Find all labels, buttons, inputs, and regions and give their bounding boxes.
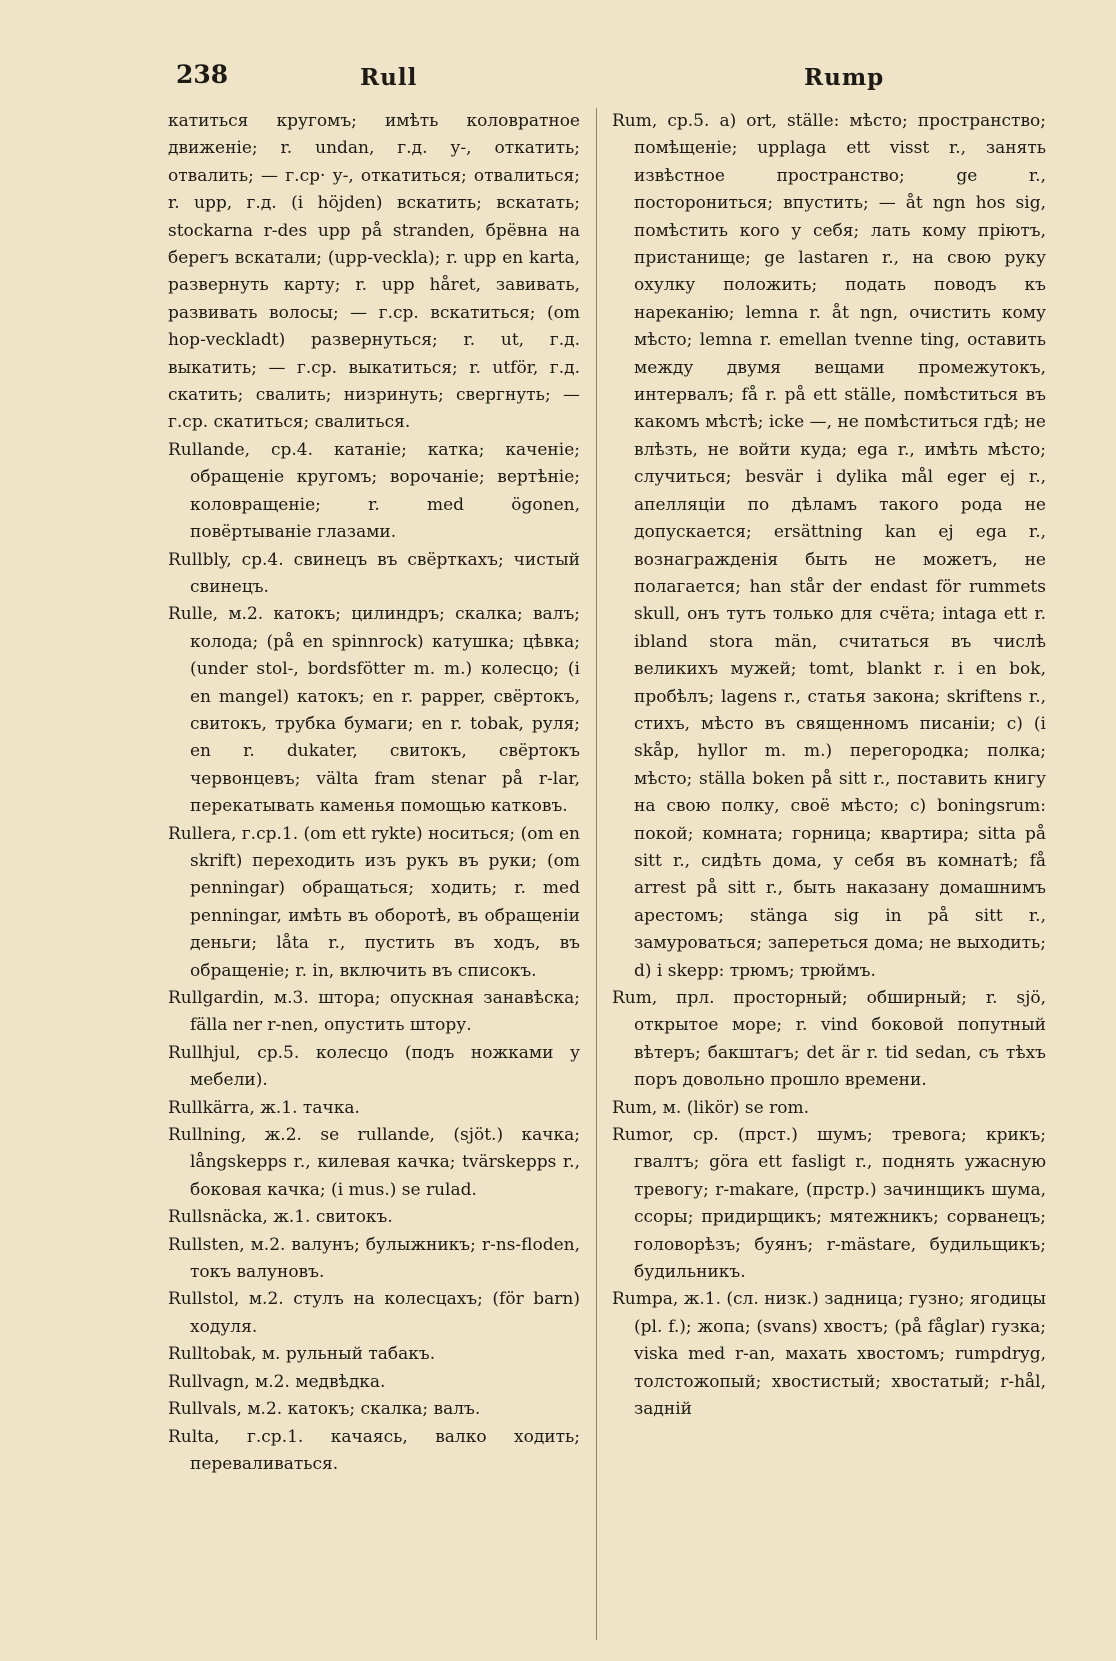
dictionary-entry: катиться кругомъ; имѣть коловратное движеніе; r. undan, г.д. у-, откатить; отвалить; — г.ср· у-, откатиться; отвалиться; r. upp, г.д. (i höjden) вскатить; вскатать; stockarna r-des upp på stranden, брёвна на берегъ вскатали; (upp-veckla); r. upp en karta, развернуть карту; r. upp håret, завивать, развивать волосы; — г.ср. вскатиться; (om hop-veckladt) развернуться; r. ut, г.д. выкатить; — г.ср. выкатиться; r. utför, г.д. скатить; свалить; низринуть; свергнуть; — г.ср. скатиться; свалиться.: [168, 111, 580, 433]
left-column: [168, 108, 580, 1643]
left-running-head: Rull: [360, 64, 418, 91]
right-column: [612, 108, 1046, 1643]
dictionary-entry: Rum, м. (likör) se rom.: [612, 1097, 809, 1118]
dictionary-entry: Rumor, ср. (прст.) шумъ; тревога; крикъ; гвалтъ; göra ett fasligt r., поднять ужасную тревогу; r-makare, (прстр.) зачинщикъ шума, ссоры; придирщикъ; мятежникъ; сорванецъ; головорѣзъ; буянъ; r-mästare, будильщикъ; будильникъ.: [612, 1125, 1046, 1283]
page-header: [0, 60, 1116, 94]
dictionary-entry: Rullsnäcka, ж.1. свитокъ.: [168, 1207, 393, 1228]
dictionary-entry: Rullvagn, м.2. медвѣдка.: [168, 1371, 386, 1392]
dictionary-entry: Rum, ср.5. a) ort, ställe: мѣсто; пространство; помѣщеніе; upplaga ett visst r., занять извѣстное пространство; ge r., посторониться; впустить; — åt ngn hos sig, помѣстить кого у себя; лать кому пріютъ, пристанище; ge lastaren r., на свою руку охулку положить; подать поводъ къ нареканію; lemna r. åt ngn, очистить кому мѣсто; lemna r. emellan tvenne ting, оставить между двумя вещами промежутокъ, интервалъ; få r. på ett ställe, помѣститься въ какомъ мѣстѣ; icke —, не помѣститься гдѣ; не влѣзть, не войти куда; ega r., имѣть мѣсто; случиться; besvär i dylika mål eger ej r., апелляціи по дѣламъ такого рода не допускается; ersättning kan ej ega r., вознагражденія быть не можетъ, не полагается; han står der endast för rummets skull, онъ тутъ только для счёта; intaga ett r. ibland stora män, считаться въ числѣ великихъ мужей; tomt, blankt r. i en bok, пробѣлъ; lagens r., статья закона; skriftens r., стихъ, мѣсто въ священномъ писаніи; c) (i skåp, hyllor m. m.) перегородка; полка; мѣсто; ställa boken på sitt r., поставить книгу на свою полку, своё мѣсто; c) boningsrum: покой; комната; горница; квартира; sitta på sitt r., сидѣть дома, у себя въ комнатѣ; få arrest på sitt r., быть наказану домашнимъ арестомъ; stänga sig in på sitt r., замуроваться; запереться дома; не выходить; d) i skepp: трюмъ; трюймъ.: [612, 111, 1046, 981]
dictionary-entry: Rullsten, м.2. валунъ; булыжникъ; r-ns-floden, токъ валуновъ.: [168, 1234, 580, 1283]
dictionary-entry: Rullning, ж.2. se rullande, (sjöt.) качка; långskepps r., килевая качка; tvärskepps r., боковая качка; (i mus.) se rulad.: [168, 1125, 580, 1200]
dictionary-entry: Rullstol, м.2. стулъ на колесцахъ; (för barn) ходуля.: [168, 1289, 580, 1337]
dictionary-entry: Rullera, г.ср.1. (om ett rykte) носиться; (om en skrift) переходить изъ рукъ въ руки; (om penningar) обращаться; ходить; r. med penningar, имѣть въ оборотѣ, въ обращеніи деньги; låta r., пустить въ ходъ, въ обращеніе; r. in, включить въ списокъ.: [168, 823, 580, 981]
dictionary-entry: Rum, прл. просторный; обширный; r. sjö, открытое море; r. vind боковой попутный вѣтеръ; бакштагъ; det är r. tid sedan, съ тѣхъ поръ довольно прошло времени.: [612, 988, 1046, 1091]
dictionary-entry: Rulta, г.ср.1. качаясь, валко ходить; переваливаться.: [168, 1426, 580, 1474]
dictionary-entry: Rullgardin, м.3. штора; опускная занавѣска; fälla ner r-nen, опустить штору.: [168, 988, 580, 1036]
page-number: 238: [176, 60, 229, 89]
dictionary-entry: Rullhjul, ср.5. колесцо (подъ ножками у мебели).: [168, 1042, 580, 1091]
dictionary-entry: Rulle, м.2. катокъ; цилиндръ; скалка; валъ; колода; (på en spinnrock) катушка; цѣвка; (under stol-, bordsfötter m. m.) колесцо; (i en mangel) катокъ; en r. papper, свёртокъ, свитокъ, трубка бумаги; en r. tobak, руля; en r. dukater, свитокъ, свёртокъ червонцевъ; välta fram stenar på r-lar, перекатывать каменья помощью катковъ.: [168, 604, 580, 817]
dictionary-entry: Rullbly, ср.4. свинецъ въ свёрткахъ; чистый свинецъ.: [168, 549, 580, 597]
dictionary-entry: Rullande, ср.4. катаніе; катка; каченіе; обращеніе кругомъ; ворочаніе; вертѣніе; коловращеніе; r. med ögonen, повёртываніе глазами.: [168, 439, 580, 543]
dictionary-entry: Rullkärra, ж.1. тачка.: [168, 1097, 360, 1118]
dictionary-entry: Rulltobak, м. рульный табакъ.: [168, 1344, 436, 1365]
right-running-head: Rump: [804, 64, 885, 91]
column-divider: [596, 108, 597, 1640]
dictionary-entry: Rullvals, м.2. катокъ; скалка; валъ.: [168, 1399, 481, 1420]
dictionary-entry: Rumpa, ж.1. (сл. низк.) задница; гузно; ягодицы (pl. f.); жопа; (svans) хвостъ; (på fåglar) гузка; viska med r-an, махать хвостомъ; rumpdryg, толстожопый; хвостистый; хвостатый; r-hål, задній: [612, 1289, 1046, 1420]
